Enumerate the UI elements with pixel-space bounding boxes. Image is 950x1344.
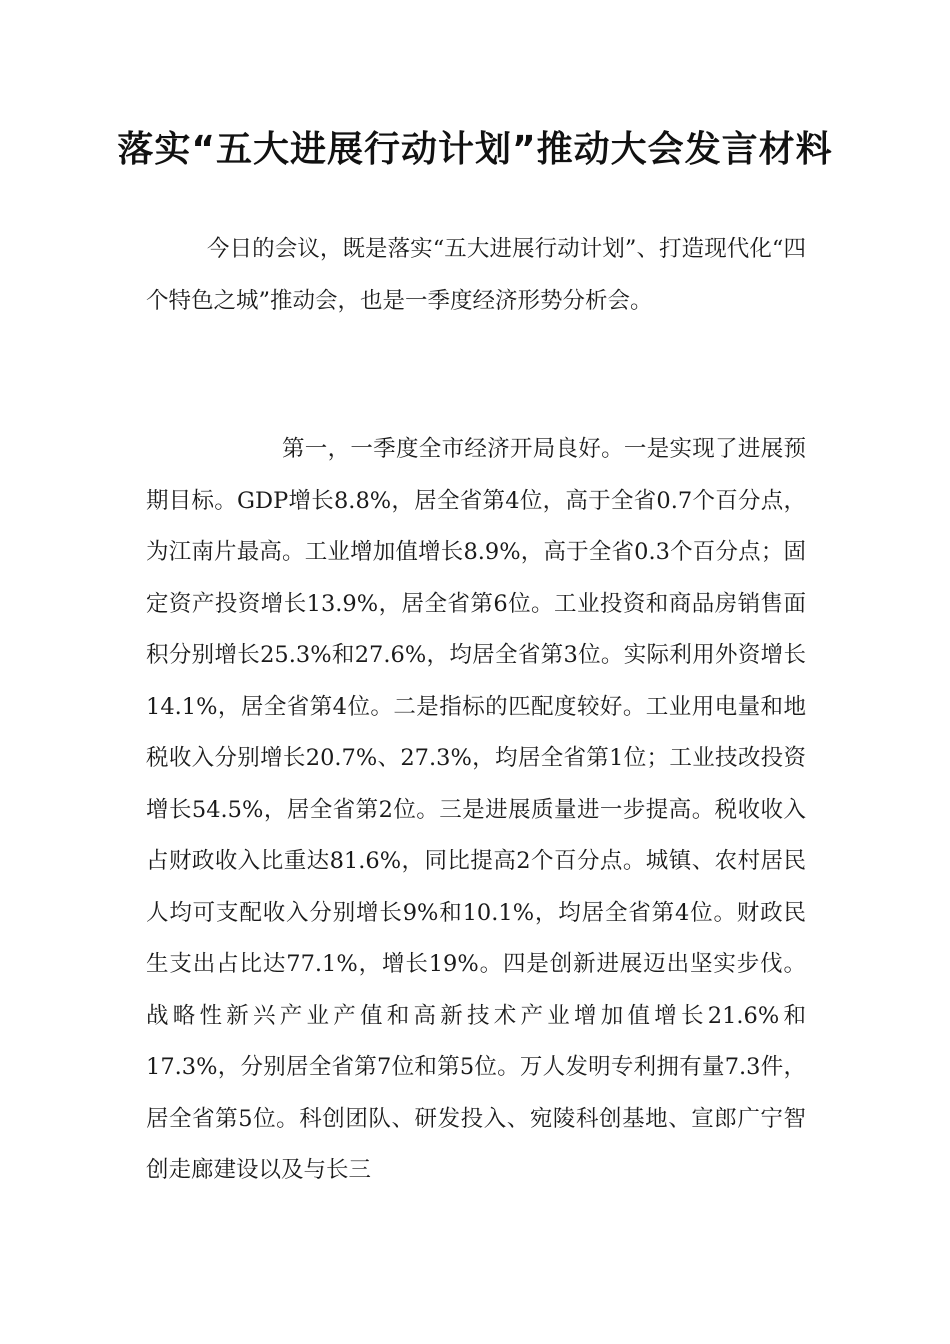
document-title: 落实“五大进展行动计划”推动大会发言材料 [117, 129, 833, 170]
paragraph-intro: 今日的会议，既是落实“五大进展行动计划”、打造现代化“四个特色之城”推动会，也是一季度经济形势分析会。 [146, 236, 806, 314]
paragraph-first-point: 第一，一季度全市经济开局良好。一是实现了进展预期目标。GDP增长8.8%，居全省第4位，高于全省0.7个百分点，为江南片最高。工业增加值增长8.9%，高于全省0.3个百分点；固定资产投资增长13.9%，居全省第6位。工业投资和商品房销售面积分别增长25.3%和27.6%，均居全省第3位。实际利用外资增长14.1%，居全省第4位。二是指标的匹配度较好。工业用电量和地税收入分别增长20.7%、27.3%，均居全省第1位；工业技改投资增长54.5%，居全省第2位。三是进展质量进一步提高。税收收入占财政收入比重达81.6%，同比提高2个百分点。城镇、农村居民人均可支配收入分别增长9%和10.1%，均居全省第4位。财政民生支出占比达77.1%，增长19%。四是创新进展迈出坚实步伐。战略性新兴产业产值和高新技术产业增加值增长21.6%和17.3%，分别居全省第7位和第5位。万人发明专利拥有量7.3件，居全省第5位。科创团队、研发投入、宛陵科创基地、宣郎广宁智创走廊建设以及与长三 [146, 436, 806, 1183]
